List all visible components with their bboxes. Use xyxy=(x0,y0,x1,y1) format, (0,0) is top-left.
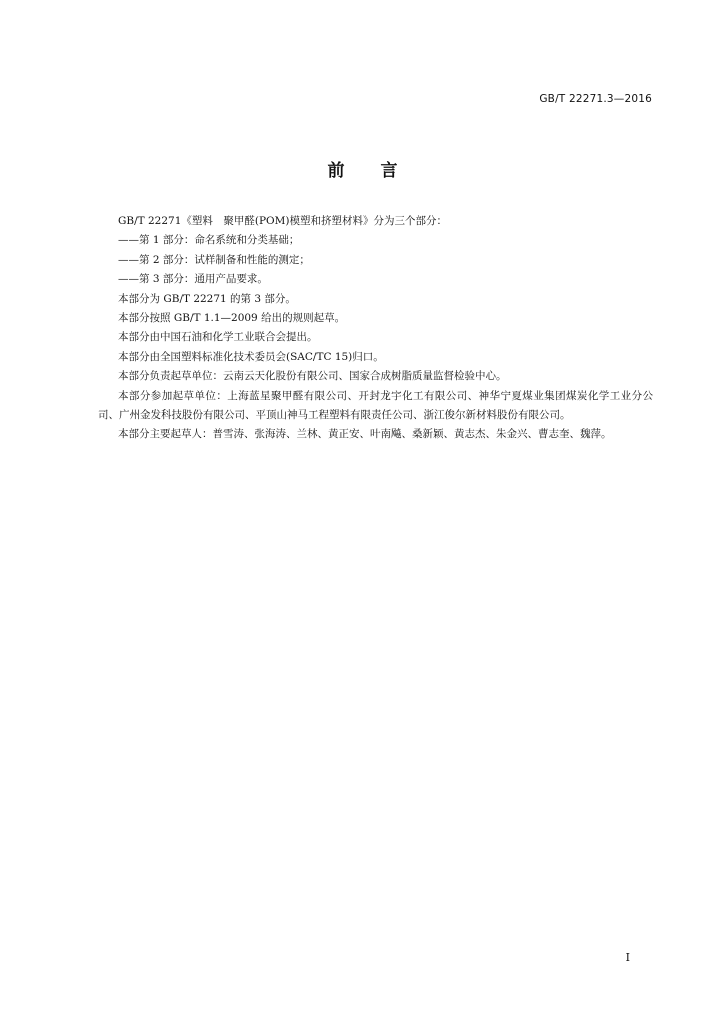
page-title: 前言 xyxy=(327,161,434,181)
paragraph-proposed-by: 本部分由中国石油和化学工业联合会提出。 xyxy=(118,331,318,344)
paragraph-part-2: ——第 2 部分：试样制备和性能的测定； xyxy=(118,253,310,266)
paragraph-parts-intro: GB/T 22271《塑料 聚甲醛(POM)模塑和挤塑材料》分为三个部分： xyxy=(118,215,448,227)
paragraph-this-part: 本部分为 GB/T 22271 的第 3 部分。 xyxy=(118,292,296,305)
paragraph-part-3: ——第 3 部分：通用产品要求。 xyxy=(118,273,268,286)
paragraph-responsible-drafter: 本部分负责起草单位：云南云天化股份有限公司、国家合成树脂质量监督检验中心。 xyxy=(118,370,507,383)
paragraph-part-1: ——第 1 部分：命名系统和分类基础； xyxy=(118,234,300,247)
paragraph-under-jurisdiction: 本部分由全国塑料标准化技术委员会(SAC/TC 15)归口。 xyxy=(118,350,384,363)
paragraph-drafting-rules: 本部分按照 GB/T 1.1—2009 给出的规则起草。 xyxy=(118,312,346,325)
standard-code-header: GB/T 22271.3—2016 xyxy=(539,93,652,105)
paragraph-main-drafters: 本部分主要起草人：普雪涛、张海涛、兰林、黄正安、叶南飚、桑新颖、黄志杰、朱金兴、曹志奎、魏萍。 xyxy=(118,428,612,441)
paragraph-participating-drafters: 本部分参加起草单位：上海蓝星聚甲醛有限公司、开封龙宇化工有限公司、神华宁夏煤业集团煤炭化学工业分公司、广州金发科技股份有限公司、平顶山神马工程塑料有限责任公司、浙江俊尔新材料股份有限公司。 xyxy=(98,389,653,422)
page-number: I xyxy=(625,951,630,964)
foreword-body xyxy=(98,212,653,445)
